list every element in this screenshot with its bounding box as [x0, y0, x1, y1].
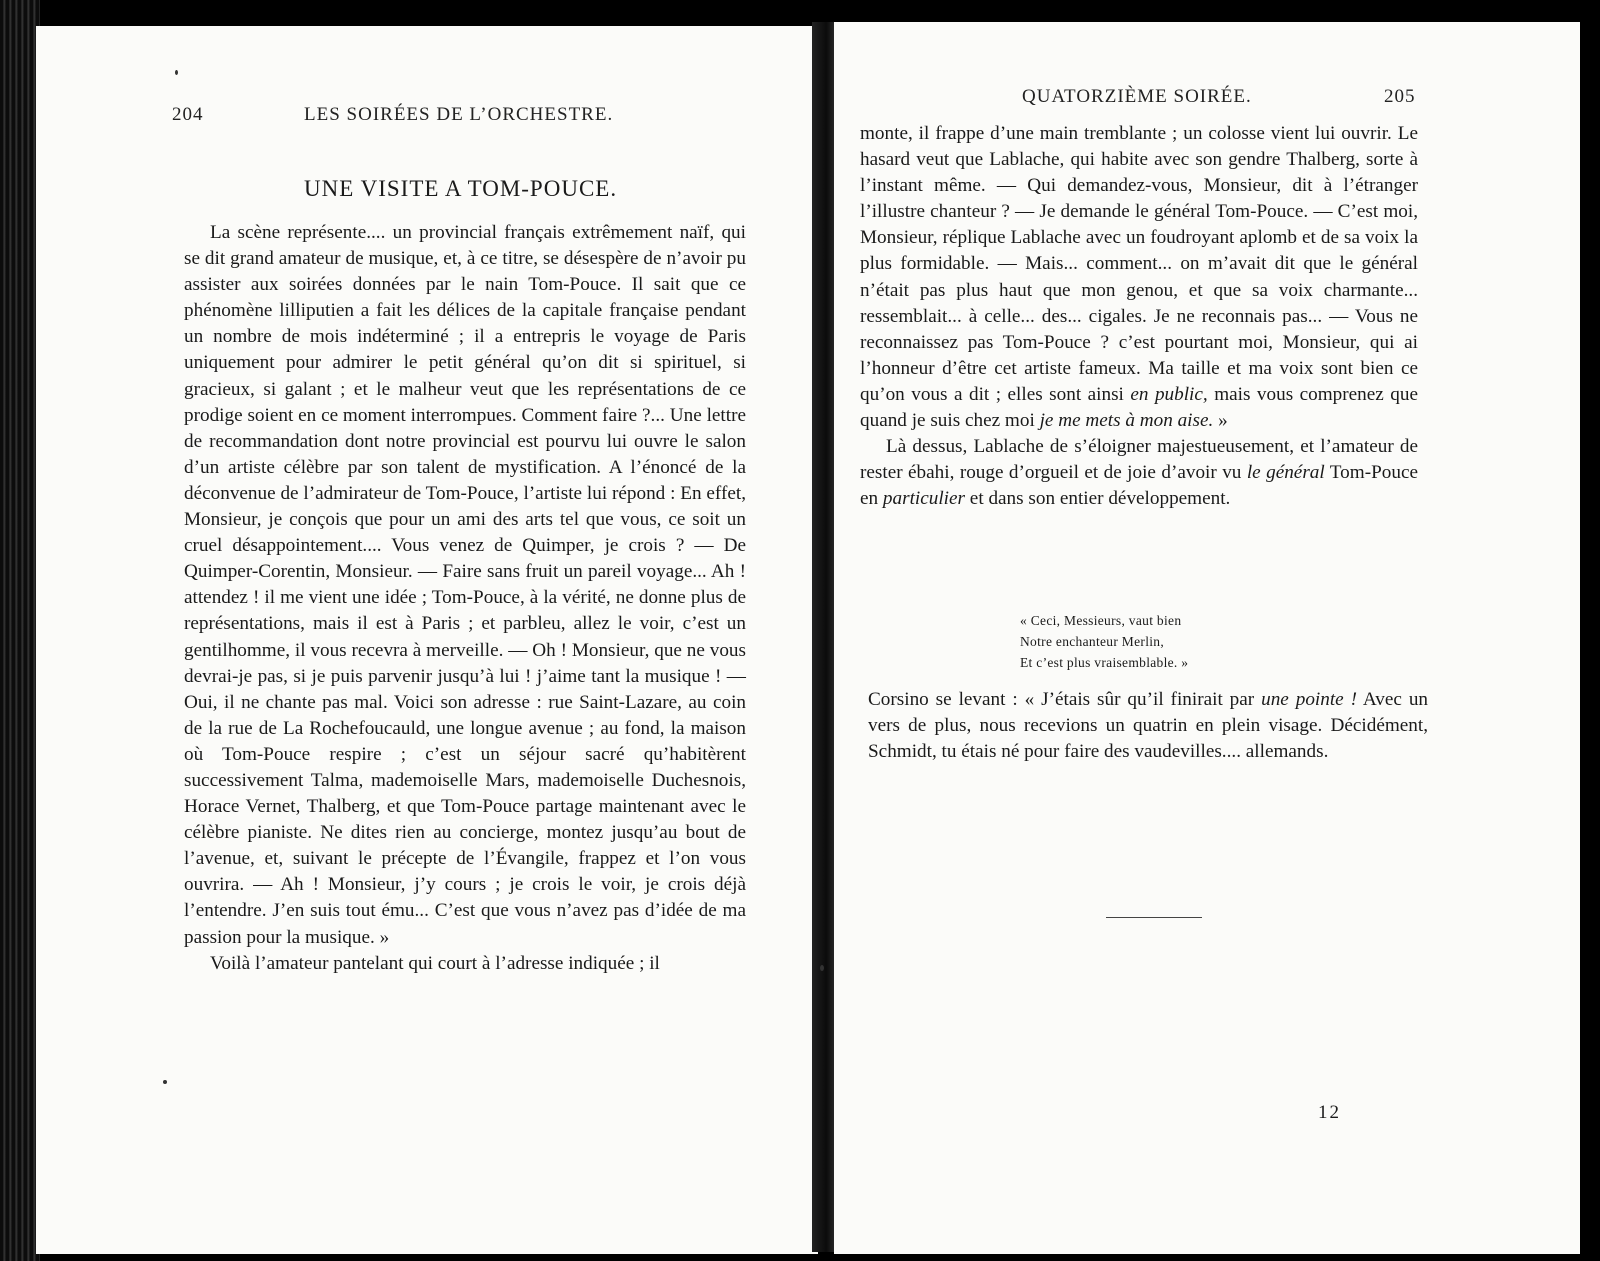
text-run: Tom-Pouce en: [860, 462, 1418, 510]
text-run: Corsino se levant : « J’étais sûr qu’il finirait par: [868, 689, 1262, 710]
italic-run: une pointe !: [1261, 689, 1357, 710]
scan-speck: [820, 965, 824, 971]
text-run: Là dessus, Lablache de s’éloigner majestueusement, et l’amateur de rester ébahi, rouge d’orgueil et de joie d’avoir vu: [860, 436, 1418, 484]
page-number-right: 205: [1384, 86, 1416, 107]
text-run: et dans son entier développement.: [965, 488, 1231, 510]
text-run: Avec un vers de plus, nous recevions un quatrin en plein visage. Décidément, Schmidt, tu étais né pour faire des vaudevilles.... allemands.: [868, 689, 1429, 763]
left-body-text: [184, 220, 746, 977]
verse-line: « Ceci, Messieurs, vaut bien: [1020, 613, 1182, 628]
text-run: »: [1213, 410, 1228, 432]
right-paragraph-2: [860, 434, 1418, 512]
chapter-title: UNE VISITE A TOM-POUCE.: [304, 176, 618, 201]
italic-run: je me mets à mon aise.: [1039, 410, 1214, 432]
running-head-right: QUATORZIÈME SOIRÉE.: [1022, 86, 1252, 107]
left-paragraph-1: La scène représente.... un provincial français extrêmement naïf, qui se dit grand amateur de musique, et, à ce titre, se désespère de n’avoir pu assister aux soirées données par le nain Tom-Pouce. Il sait que ce phénomène lilliputien a fait les délices de la capitale française pendant un nombre de mois indéterminé ; il a entrepris le voyage de Paris uniquement pour admirer le petit général qu’on dit si spirituel, si gracieux, si galant ; et le malheur veut que les représentations de ce prodige soient en ce moment interrompues. Comment faire ?... Une lettre de recommandation dont notre provincial est pourvu lui ouvre le salon d’un artiste célèbre par son talent de mystification. A l’énoncé de la déconvenue de l’admirateur de Tom-Pouce, l’artiste lui répond : En effet, Monsieur, je conçois que pour un ami des arts tel que vous, ce soit un cruel désappointement.... Vous venez de Quimper, je crois ? — De Quimper-Corentin, Monsieur. — Faire sans fruit un pareil voyage... Ah ! attendez ! il me vient une idée ; Tom-Pouce, à la vérité, ne donne plus de représentations, mais il est à Paris ; et parbleu, allez le voir, c’est un gentilhomme, il vous recevra à merveille. — Oh ! Monsieur, que ne vous devrai-je pas, si je puis parvenir jusqu’à lui ! j’aime tant la musique ! — Oui, il ne chante pas mal. Voici son adresse : rue Saint-Lazare, au coin de la rue de La Rochefoucauld, une longue avenue ; au fond, la maison où Tom-Pouce respire ; c’est un séjour sacré qu’habitèrent successivement Talma, mademoiselle Mars, mademoiselle Duchesnois, Horace Vernet, Thalberg, et que Tom-Pouce partage maintenant avec le célèbre pianiste. Ne dites rien au concierge, montez jusqu’au bout de l’avenue, et, suivant le précepte de l’Évangile, frappez et l’on vous ouvrira. — Ah ! Monsieur, j’y cours ; je crois le voir, je crois déjà l’entendre. J’en suis tout ému... C’est que vous n’avez pas d’idée de ma passion pour la musique. »: [184, 222, 746, 948]
verse-line: Notre enchanteur Merlin,: [1020, 634, 1165, 649]
text-run: mais vous comprenez que quand je suis chez moi: [860, 383, 1418, 432]
page-number-left: 204: [172, 104, 204, 125]
right-page: [834, 22, 1580, 1254]
scan-speck: [163, 1080, 167, 1084]
verse-quote: [1020, 610, 1188, 673]
right-body-text: [860, 121, 1418, 512]
right-paragraph-3: [868, 687, 1428, 765]
verse-line: Et c’est plus vraisemblable. »: [1020, 655, 1189, 670]
left-page: [36, 26, 818, 1254]
text-run: monte, il frappe d’une main tremblante ; un colosse vient lui ouvrir. Le hasard veut que Lablache, qui habite avec son gendre Thalberg, sorte à l’instant même. — Qui demandez-vous, Monsieur, dit à l’étranger l’illustre chanteur ? — Je demande le général Tom-Pouce. — C’est moi, Monsieur, réplique Lablache avec un foudroyant aplomb et de sa voix la plus formidable. — Mais... comment... on m’avait dit que le général n’était pas plus haut que mon genou, et que sa voix charmante... ressemblait... à celle... des... cigales. Je ne reconnais pas... — Vous ne reconnaissez pas Tom-Pouce ? c’est pourtant moi, Monsieur, qui ai l’honneur d’être cet artiste fameux. Ma taille et ma voix sont bien ce qu’on vous a dit ; elles sont ainsi: [860, 123, 1418, 405]
book-edge-left: [0, 0, 40, 1261]
italic-run: en public,: [1130, 383, 1208, 405]
scan-speck: [175, 70, 178, 75]
right-paragraph-continued: [860, 121, 1418, 434]
italic-run: le général: [1246, 462, 1325, 484]
signature-mark: 12: [1318, 1102, 1341, 1123]
section-end-rule: [1106, 917, 1202, 918]
italic-run: particulier: [882, 488, 965, 510]
running-head-left: LES SOIRÉES DE L’ORCHESTRE.: [304, 104, 614, 125]
left-paragraph-2: Voilà l’amateur pantelant qui court à l’adresse indiquée ; il: [210, 952, 660, 974]
right-closing-text: [868, 687, 1428, 765]
